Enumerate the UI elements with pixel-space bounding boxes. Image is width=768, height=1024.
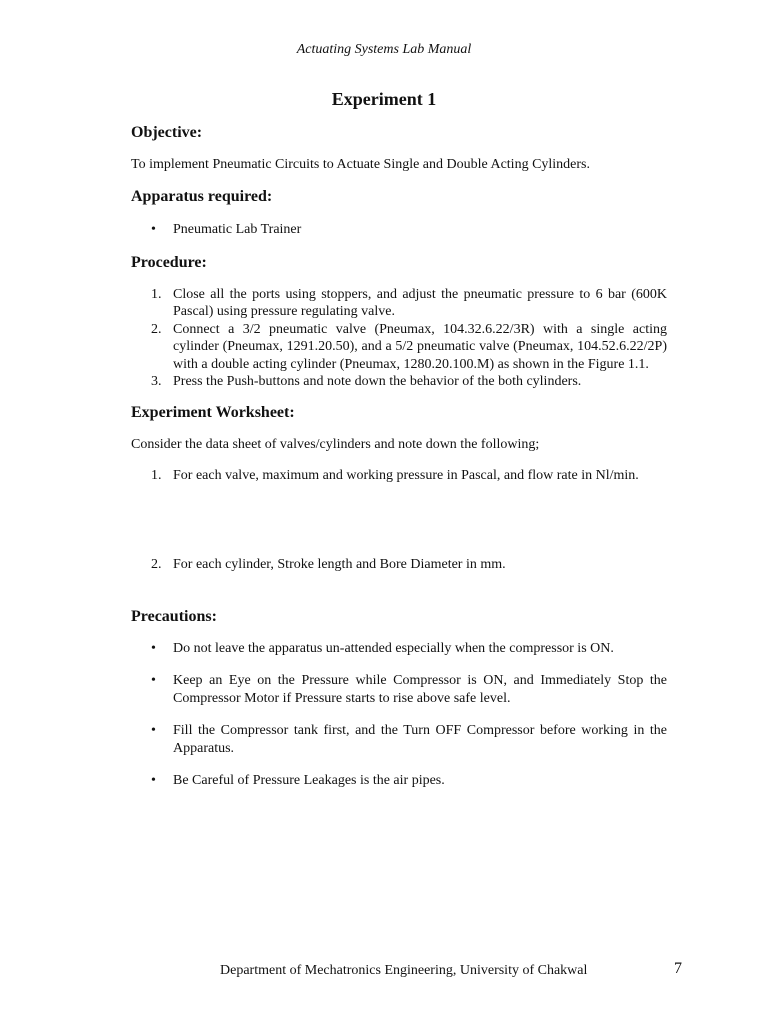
list-item: • Fill the Compressor tank first, and the Turn OFF Compressor before working in the Apparatus. xyxy=(131,722,667,757)
worksheet-heading: Experiment Worksheet: xyxy=(131,403,295,421)
list-item xyxy=(131,286,667,321)
list-item: • Keep an Eye on the Pressure while Compressor is ON, and Immediately Stop the Compressor Motor if Pressure starts to rise above safe level. xyxy=(131,672,667,707)
item-text: For each cylinder, Stroke length and Bore Diameter in mm. xyxy=(173,557,506,572)
list-item: • Pneumatic Lab Trainer xyxy=(131,221,667,239)
page-footer: Department of Mechatronics Engineering, University of Chakwal xyxy=(220,963,588,978)
apparatus-heading: Apparatus required: xyxy=(131,188,273,205)
item-number: 1. xyxy=(151,467,162,483)
precautions-list xyxy=(131,640,667,790)
worksheet-list xyxy=(131,467,667,574)
procedure-heading: Procedure: xyxy=(131,253,207,271)
precautions-heading: Precautions: xyxy=(131,607,217,625)
list-item xyxy=(131,556,667,574)
objective-text: To implement Pneumatic Circuits to Actuate Single and Double Acting Cylinders. xyxy=(131,157,591,172)
item-text: For each valve, maximum and working pressure in Pascal, and flow rate in Nl/min. xyxy=(173,467,639,483)
item-text: Press the Push-buttons and note down the behavior of the both cylinders. xyxy=(173,374,582,389)
document-body xyxy=(131,124,667,790)
item-number: 2. xyxy=(151,321,162,337)
running-header: Actuating Systems Lab Manual xyxy=(296,42,472,57)
item-number: 1. xyxy=(151,286,162,302)
item-text: Connect a 3/2 pneumatic valve (Pneumax, 104.32.6.22/3R) with a single acting cylinder (Pneumax, 1291.20.50), and a 5/2 pneumatic valve (Pneumax, 104.52.6.22/2P) with a double acting cylinder (Pneumax, 1280.20.100.M) as shown in the Figure 1.1. xyxy=(173,321,667,372)
list-item xyxy=(131,321,667,374)
page-number: 7 xyxy=(674,960,682,977)
list-item xyxy=(131,467,667,485)
list-item xyxy=(131,373,667,391)
item-number: 3. xyxy=(151,374,162,389)
worksheet-intro: Consider the data sheet of valves/cylinders and note down the following; xyxy=(131,436,540,452)
list-item: • Do not leave the apparatus un-attended especially when the compressor is ON. xyxy=(131,640,667,658)
objective-heading: Objective: xyxy=(131,124,203,141)
page-title: Experiment 1 xyxy=(331,89,437,109)
procedure-list xyxy=(131,286,667,391)
item-text: Close all the ports using stoppers, and adjust the pneumatic pressure to 6 bar (600K Pascal) using pressure regulating valve. xyxy=(173,286,667,319)
list-item: • Be Careful of Pressure Leakages is the air pipes. xyxy=(131,772,667,790)
item-number: 2. xyxy=(151,557,162,572)
apparatus-list xyxy=(131,221,667,239)
